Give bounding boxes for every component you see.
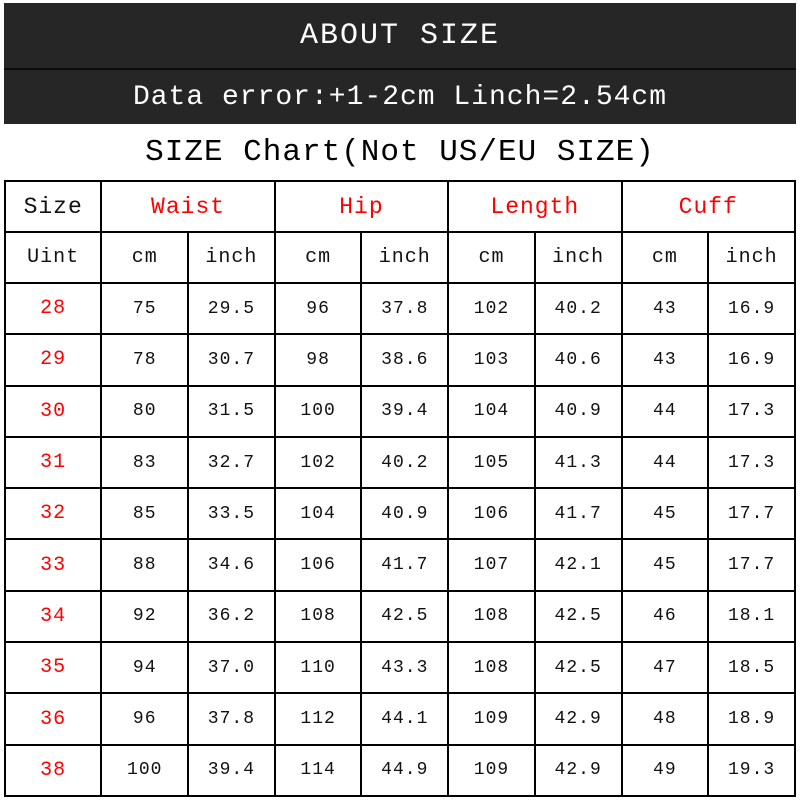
value-cell: 19.3 — [708, 745, 795, 796]
value-cell: 48 — [622, 693, 709, 744]
unit-header-cell: cm — [448, 232, 535, 283]
table-row — [5, 334, 795, 385]
value-cell: 17.7 — [708, 488, 795, 539]
unit-header-cell: cm — [101, 232, 188, 283]
value-cell: 37.8 — [188, 693, 275, 744]
value-cell: 17.3 — [708, 386, 795, 437]
value-cell: 16.9 — [708, 283, 795, 334]
value-cell: 40.2 — [535, 283, 622, 334]
value-cell: 41.7 — [361, 539, 448, 590]
size-cell: 29 — [5, 334, 101, 385]
value-cell: 32.7 — [188, 437, 275, 488]
value-cell: 98 — [275, 334, 362, 385]
value-cell: 100 — [101, 745, 188, 796]
value-cell: 42.9 — [535, 745, 622, 796]
value-cell: 37.0 — [188, 642, 275, 693]
size-cell: 38 — [5, 745, 101, 796]
unit-header-cell: inch — [361, 232, 448, 283]
value-cell: 41.3 — [535, 437, 622, 488]
value-cell: 103 — [448, 334, 535, 385]
unit-header-cell: inch — [188, 232, 275, 283]
unit-header-cell: cm — [622, 232, 709, 283]
value-cell: 40.2 — [361, 437, 448, 488]
column-group-cuff: Cuff — [622, 181, 796, 232]
value-cell: 37.8 — [361, 283, 448, 334]
table-row — [5, 693, 795, 744]
size-cell: 35 — [5, 642, 101, 693]
size-cell: 32 — [5, 488, 101, 539]
value-cell: 102 — [448, 283, 535, 334]
value-cell: 104 — [448, 386, 535, 437]
value-cell: 104 — [275, 488, 362, 539]
value-cell: 33.5 — [188, 488, 275, 539]
table-row — [5, 488, 795, 539]
size-cell: 31 — [5, 437, 101, 488]
value-cell: 42.9 — [535, 693, 622, 744]
value-cell: 46 — [622, 591, 709, 642]
size-cell: 28 — [5, 283, 101, 334]
value-cell: 106 — [275, 539, 362, 590]
value-cell: 96 — [101, 693, 188, 744]
value-cell: 107 — [448, 539, 535, 590]
value-cell: 43 — [622, 334, 709, 385]
value-cell: 18.9 — [708, 693, 795, 744]
table-row — [5, 642, 795, 693]
value-cell: 18.1 — [708, 591, 795, 642]
value-cell: 18.5 — [708, 642, 795, 693]
value-cell: 39.4 — [361, 386, 448, 437]
value-cell: 96 — [275, 283, 362, 334]
unit-header-cell: inch — [535, 232, 622, 283]
data-error-note: Data error:+1-2cm Linch=2.54cm — [132, 81, 668, 113]
data-error-banner — [4, 70, 796, 124]
value-cell: 42.5 — [361, 591, 448, 642]
table-row — [5, 591, 795, 642]
value-cell: 83 — [101, 437, 188, 488]
value-cell: 41.7 — [535, 488, 622, 539]
column-group-size: Size — [5, 181, 101, 232]
table-row — [5, 745, 795, 796]
value-cell: 34.6 — [188, 539, 275, 590]
unit-header-cell: cm — [275, 232, 362, 283]
value-cell: 40.6 — [535, 334, 622, 385]
value-cell: 105 — [448, 437, 535, 488]
column-group-length: Length — [448, 181, 621, 232]
value-cell: 92 — [101, 591, 188, 642]
group-header-row — [5, 181, 795, 232]
value-cell: 38.6 — [361, 334, 448, 385]
value-cell: 85 — [101, 488, 188, 539]
unit-header-label: Uint — [5, 232, 101, 283]
value-cell: 17.7 — [708, 539, 795, 590]
unit-header-row — [5, 232, 795, 283]
value-cell: 30.7 — [188, 334, 275, 385]
value-cell: 109 — [448, 745, 535, 796]
value-cell: 110 — [275, 642, 362, 693]
value-cell: 40.9 — [535, 386, 622, 437]
value-cell: 42.5 — [535, 591, 622, 642]
value-cell: 42.5 — [535, 642, 622, 693]
table-row — [5, 386, 795, 437]
value-cell: 108 — [448, 591, 535, 642]
value-cell: 16.9 — [708, 334, 795, 385]
value-cell: 17.3 — [708, 437, 795, 488]
size-table — [4, 180, 796, 797]
value-cell: 80 — [101, 386, 188, 437]
table-row — [5, 283, 795, 334]
value-cell: 94 — [101, 642, 188, 693]
value-cell: 44.9 — [361, 745, 448, 796]
value-cell: 39.4 — [188, 745, 275, 796]
value-cell: 44 — [622, 437, 709, 488]
value-cell: 114 — [275, 745, 362, 796]
value-cell: 112 — [275, 693, 362, 744]
table-row — [5, 437, 795, 488]
value-cell: 109 — [448, 693, 535, 744]
value-cell: 42.1 — [535, 539, 622, 590]
column-group-hip: Hip — [275, 181, 448, 232]
value-cell: 45 — [622, 539, 709, 590]
value-cell: 100 — [275, 386, 362, 437]
value-cell: 47 — [622, 642, 709, 693]
table-body — [5, 283, 795, 796]
value-cell: 102 — [275, 437, 362, 488]
value-cell: 108 — [275, 591, 362, 642]
value-cell: 36.2 — [188, 591, 275, 642]
size-chart-title: SIZE Chart(Not US/EU SIZE) — [145, 134, 655, 170]
value-cell: 44 — [622, 386, 709, 437]
value-cell: 31.5 — [188, 386, 275, 437]
about-size-banner — [4, 3, 796, 70]
size-cell: 30 — [5, 386, 101, 437]
size-cell: 36 — [5, 693, 101, 744]
value-cell: 78 — [101, 334, 188, 385]
unit-header-cell: inch — [708, 232, 795, 283]
value-cell: 43 — [622, 283, 709, 334]
size-cell: 33 — [5, 539, 101, 590]
column-group-waist: Waist — [101, 181, 274, 232]
value-cell: 75 — [101, 283, 188, 334]
table-head — [5, 181, 795, 283]
value-cell: 108 — [448, 642, 535, 693]
value-cell: 88 — [101, 539, 188, 590]
value-cell: 49 — [622, 745, 709, 796]
value-cell: 43.3 — [361, 642, 448, 693]
about-size-title: ABOUT SIZE — [299, 18, 501, 53]
table-row — [5, 539, 795, 590]
value-cell: 29.5 — [188, 283, 275, 334]
value-cell: 40.9 — [361, 488, 448, 539]
value-cell: 45 — [622, 488, 709, 539]
value-cell: 106 — [448, 488, 535, 539]
value-cell: 44.1 — [361, 693, 448, 744]
size-cell: 34 — [5, 591, 101, 642]
